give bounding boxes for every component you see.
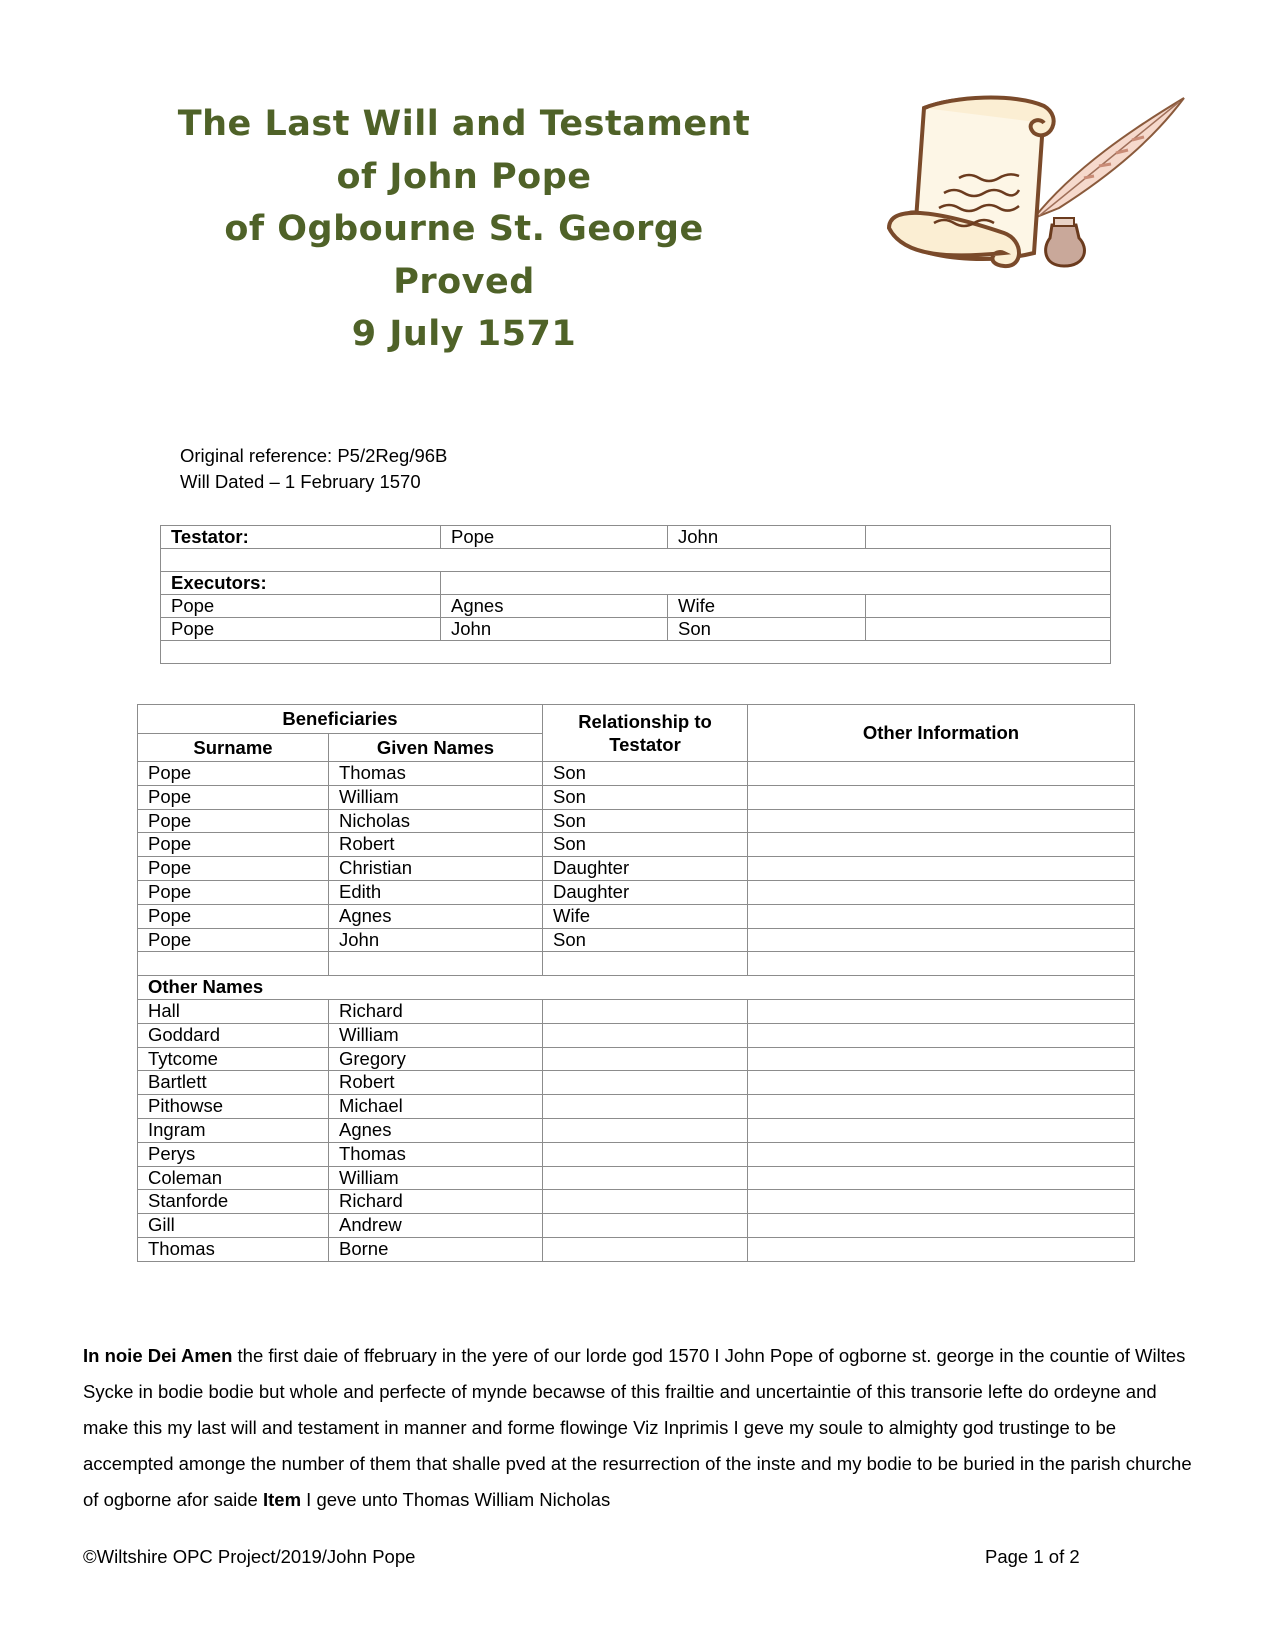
spacer-row <box>138 952 1135 976</box>
surname-cell: Pope <box>138 928 329 952</box>
table-row <box>138 833 1135 857</box>
table-row <box>138 809 1135 833</box>
testator-row <box>161 526 1111 549</box>
given-name-cell: Nicholas <box>329 809 543 833</box>
testator-label: Testator: <box>161 526 441 549</box>
surname-cell: Pope <box>138 809 329 833</box>
table-row <box>138 1071 1135 1095</box>
table-row <box>138 1118 1135 1142</box>
transcription-text: I geve unto Thomas William Nicholas <box>301 1489 611 1510</box>
relationship-cell <box>543 999 748 1023</box>
will-transcription <box>83 1338 1198 1518</box>
surname-cell: Pope <box>138 904 329 928</box>
relationship-cell: Daughter <box>543 857 748 881</box>
relationship-cell <box>543 1237 748 1261</box>
relationship-cell: Son <box>543 785 748 809</box>
surname-cell: Ingram <box>138 1118 329 1142</box>
relationship-cell: Son <box>543 833 748 857</box>
table-row <box>138 928 1135 952</box>
given-name-cell: Agnes <box>329 1118 543 1142</box>
given-names-header: Given Names <box>329 734 543 762</box>
given-name-cell: Andrew <box>329 1214 543 1238</box>
table-row <box>138 1166 1135 1190</box>
relationship-cell: Son <box>543 809 748 833</box>
will-dated: Will Dated – 1 February 1570 <box>180 471 421 492</box>
executor-relationship: Wife <box>668 595 866 618</box>
table-row <box>138 880 1135 904</box>
given-name-cell: Borne <box>329 1237 543 1261</box>
table-row <box>138 1142 1135 1166</box>
empty-cell <box>748 952 1135 976</box>
other-information-cell <box>748 880 1135 904</box>
other-information-cell <box>748 809 1135 833</box>
other-information-cell <box>748 1166 1135 1190</box>
relationship-cell <box>543 1047 748 1071</box>
relationship-cell: Son <box>543 762 748 786</box>
given-name-cell: Agnes <box>329 904 543 928</box>
document-title <box>164 98 764 361</box>
relationship-cell <box>543 1190 748 1214</box>
table-row <box>138 1214 1135 1238</box>
given-name-cell: Michael <box>329 1095 543 1119</box>
relationship-cell <box>543 1118 748 1142</box>
other-information-cell <box>748 857 1135 881</box>
other-names-label: Other Names <box>138 976 1135 1000</box>
table-row <box>138 1190 1135 1214</box>
table-row <box>138 785 1135 809</box>
surname-cell: Pope <box>138 880 329 904</box>
other-information-header: Other Information <box>748 705 1135 762</box>
table-row <box>138 1237 1135 1261</box>
given-name-cell: Richard <box>329 1190 543 1214</box>
original-reference: Original reference: P5/2Reg/96B <box>180 445 448 466</box>
surname-cell: Pope <box>138 785 329 809</box>
empty-cell <box>866 618 1111 641</box>
invocation: In noie Dei Amen <box>83 1345 233 1366</box>
empty-cell <box>161 641 1111 664</box>
relationship-header: Relationship to Testator <box>543 705 748 762</box>
other-information-cell <box>748 1214 1135 1238</box>
executor-given-name: Agnes <box>441 595 668 618</box>
relationship-cell <box>543 1214 748 1238</box>
title-line: of John Pope <box>336 156 592 197</box>
other-information-cell <box>748 1095 1135 1119</box>
beneficiaries-header: Beneficiaries <box>138 705 543 734</box>
relationship-cell: Daughter <box>543 880 748 904</box>
title-line: 9 July 1571 <box>351 314 577 354</box>
given-name-cell: Richard <box>329 999 543 1023</box>
empty-cell <box>441 572 1111 595</box>
given-name-cell: William <box>329 785 543 809</box>
executor-row <box>161 595 1111 618</box>
title-line: Proved <box>393 261 535 302</box>
other-information-cell <box>748 1237 1135 1261</box>
transcription-text: the first daie of ffebruary in the yere of our lorde god 1570 I John Pope of ogborne st. george in the countie of Wiltes Sycke in bodie bodie but whole and perfecte of mynde becawse of this frailtie and uncertaintie of this transorie lefte do ordeyne and make this my last will and testament in manner and forme flowinge Viz Inprimis I geve my soule to almighty god trustinge to be accempted amonge the number of them that shalle pved at the resurrection of the inste and my bodie to be buried in the parish churche of ogborne afor saide <box>83 1345 1192 1510</box>
item-marker: Item <box>263 1489 302 1510</box>
empty-cell <box>866 526 1111 549</box>
spacer-row <box>161 549 1111 572</box>
given-name-cell: William <box>329 1023 543 1047</box>
surname-header: Surname <box>138 734 329 762</box>
table-row <box>138 999 1135 1023</box>
surname-cell: Coleman <box>138 1166 329 1190</box>
spacer-row <box>161 641 1111 664</box>
scroll-quill-inkwell-icon <box>884 88 1194 273</box>
surname-cell: Pope <box>138 857 329 881</box>
surname-cell: Pope <box>138 762 329 786</box>
header-row <box>138 705 1135 734</box>
relationship-cell <box>543 1023 748 1047</box>
given-name-cell: Edith <box>329 880 543 904</box>
executors-header-row <box>161 572 1111 595</box>
surname-cell: Bartlett <box>138 1071 329 1095</box>
table-row <box>138 857 1135 881</box>
table-row <box>138 904 1135 928</box>
testator-surname: Pope <box>441 526 668 549</box>
surname-cell: Stanforde <box>138 1190 329 1214</box>
given-name-cell: John <box>329 928 543 952</box>
table-row <box>138 1047 1135 1071</box>
empty-cell <box>329 952 543 976</box>
other-information-cell <box>748 1071 1135 1095</box>
executor-row <box>161 618 1111 641</box>
testator-table <box>160 525 1111 664</box>
surname-cell: Tytcome <box>138 1047 329 1071</box>
other-information-cell <box>748 1047 1135 1071</box>
surname-cell: Gill <box>138 1214 329 1238</box>
empty-cell <box>161 549 1111 572</box>
given-name-cell: Robert <box>329 833 543 857</box>
executor-relationship: Son <box>668 618 866 641</box>
relationship-cell <box>543 1071 748 1095</box>
other-information-cell <box>748 1190 1135 1214</box>
title-line: of Ogbourne St. George <box>224 209 704 249</box>
surname-cell: Thomas <box>138 1237 329 1261</box>
other-information-cell <box>748 785 1135 809</box>
beneficiaries-table <box>137 704 1135 1262</box>
surname-cell: Pithowse <box>138 1095 329 1119</box>
given-name-cell: Gregory <box>329 1047 543 1071</box>
empty-cell <box>866 595 1111 618</box>
other-information-cell <box>748 1118 1135 1142</box>
table-row <box>138 1023 1135 1047</box>
executors-label: Executors: <box>161 572 441 595</box>
other-information-cell <box>748 999 1135 1023</box>
footer-copyright: ©Wiltshire OPC Project/2019/John Pope <box>83 1546 416 1567</box>
title-line: The Last Will and Testament <box>177 104 751 144</box>
surname-cell: Perys <box>138 1142 329 1166</box>
relationship-cell: Son <box>543 928 748 952</box>
given-name-cell: William <box>329 1166 543 1190</box>
surname-cell: Goddard <box>138 1023 329 1047</box>
testator-given-name: John <box>668 526 866 549</box>
other-information-cell <box>748 904 1135 928</box>
executor-given-name: John <box>441 618 668 641</box>
other-information-cell <box>748 928 1135 952</box>
empty-cell <box>138 952 329 976</box>
document-meta <box>180 443 447 495</box>
relationship-cell <box>543 1166 748 1190</box>
other-names-header-row <box>138 976 1135 1000</box>
given-name-cell: Thomas <box>329 762 543 786</box>
relationship-cell <box>543 1142 748 1166</box>
other-information-cell <box>748 1023 1135 1047</box>
other-information-cell <box>748 833 1135 857</box>
relationship-cell <box>543 1095 748 1119</box>
executor-surname: Pope <box>161 595 441 618</box>
table-row <box>138 1095 1135 1119</box>
surname-cell: Hall <box>138 999 329 1023</box>
table-row <box>138 762 1135 786</box>
given-name-cell: Christian <box>329 857 543 881</box>
relationship-cell: Wife <box>543 904 748 928</box>
given-name-cell: Robert <box>329 1071 543 1095</box>
other-information-cell <box>748 1142 1135 1166</box>
other-information-cell <box>748 762 1135 786</box>
executor-surname: Pope <box>161 618 441 641</box>
given-name-cell: Thomas <box>329 1142 543 1166</box>
page-number: Page 1 of 2 <box>985 1546 1080 1567</box>
surname-cell: Pope <box>138 833 329 857</box>
empty-cell <box>543 952 748 976</box>
